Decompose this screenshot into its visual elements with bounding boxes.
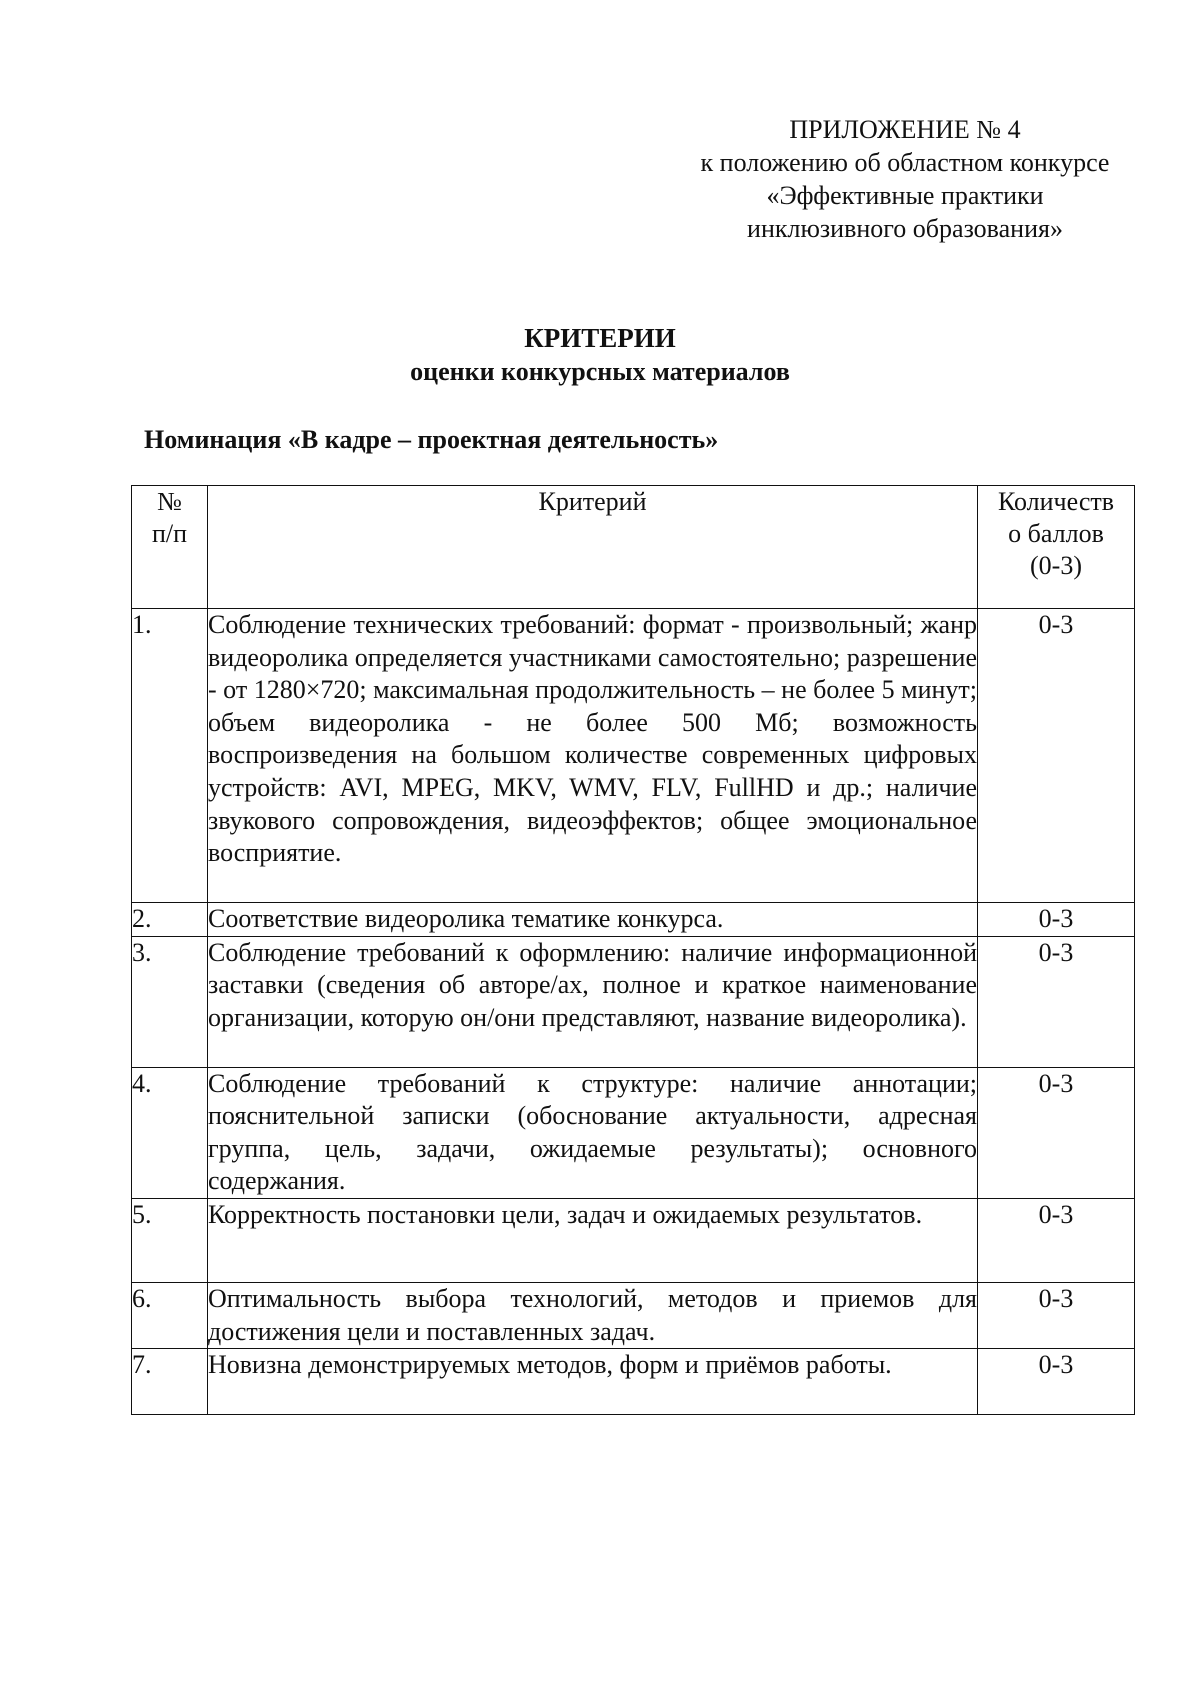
row-criterion: Соблюдение требований к оформлению: наличие информационной заставки (сведения об авторе/ах, полное и краткое наименование организации, которую он/они представляют, название видеоролика). — [208, 936, 978, 1067]
table-row — [132, 1198, 1135, 1282]
header-number-abbrev: п/п — [151, 519, 188, 548]
row-score: 0-3 — [978, 936, 1135, 1067]
row-score: 0-3 — [978, 1282, 1135, 1348]
header-number — [132, 486, 208, 609]
table-row — [132, 609, 1135, 903]
header-criterion: Критерий — [208, 486, 978, 609]
header-number-symbol: № — [157, 487, 182, 516]
row-score: 0-3 — [978, 903, 1135, 937]
row-number: 1. — [132, 609, 208, 903]
table-row — [132, 903, 1135, 937]
row-score: 0-3 — [978, 1067, 1135, 1198]
appendix-number: ПРИЛОЖЕНИЕ № 4 — [789, 115, 1021, 144]
row-number: 5. — [132, 1198, 208, 1282]
appendix-header — [665, 113, 1145, 245]
criteria-table — [131, 485, 1135, 1415]
table-row — [132, 1282, 1135, 1348]
header-score-line3: (0-3) — [1030, 551, 1082, 580]
document-title-sub: оценки конкурсных материалов — [410, 357, 790, 386]
table-row — [132, 1067, 1135, 1198]
row-criterion: Соблюдение требований к структуре: наличие аннотации; пояснительной записки (обоснование актуальности, адресная группа, цель, задачи, ожидаемые результаты); основного содержания. — [208, 1067, 978, 1198]
table-row — [132, 1349, 1135, 1415]
row-number: 3. — [132, 936, 208, 1067]
row-criterion: Корректность постановки цели, задач и ожидаемых результатов. — [208, 1198, 978, 1282]
appendix-contest-name-line2: инклюзивного образования» — [747, 214, 1063, 243]
row-number: 2. — [132, 903, 208, 937]
header-score-line2: о баллов — [1008, 519, 1104, 548]
row-number: 7. — [132, 1349, 208, 1415]
nomination-heading: Номинация «В кадре – проектная деятельность» — [144, 425, 719, 454]
header-score-line1: Количеств — [997, 487, 1115, 516]
table-header-row — [132, 486, 1135, 609]
document-title-main: КРИТЕРИИ — [524, 323, 676, 353]
row-score: 0-3 — [978, 1349, 1135, 1415]
appendix-contest-name-line1: «Эффективные практики — [766, 181, 1044, 210]
row-criterion: Новизна демонстрируемых методов, форм и приёмов работы. — [208, 1349, 978, 1415]
row-criterion: Оптимальность выбора технологий, методов и приемов для достижения цели и поставленных задач. — [208, 1282, 978, 1348]
row-number: 6. — [132, 1282, 208, 1348]
header-score — [978, 486, 1135, 609]
row-score: 0-3 — [978, 1198, 1135, 1282]
row-number: 4. — [132, 1067, 208, 1198]
row-score: 0-3 — [978, 609, 1135, 903]
row-criterion: Соответствие видеоролика тематике конкурса. — [208, 903, 978, 937]
row-criterion: Соблюдение технических требований: формат - произвольный; жанр видеоролика определяется участниками самостоятельно; разрешение - от 1280×720; максимальная продолжительность – не более 5 минут; объем видеоролика - не более 500 Мб; возможность воспроизведения на большом количестве современных цифровых устройств: AVI, MPEG, MKV, WMV, FLV, FullHD и др.; наличие звукового сопровождения, видеоэффектов; общее эмоциональное восприятие. — [208, 609, 978, 903]
document-title — [0, 321, 1200, 389]
appendix-ref-line: к положению об областном конкурсе — [700, 148, 1110, 177]
table-row — [132, 936, 1135, 1067]
